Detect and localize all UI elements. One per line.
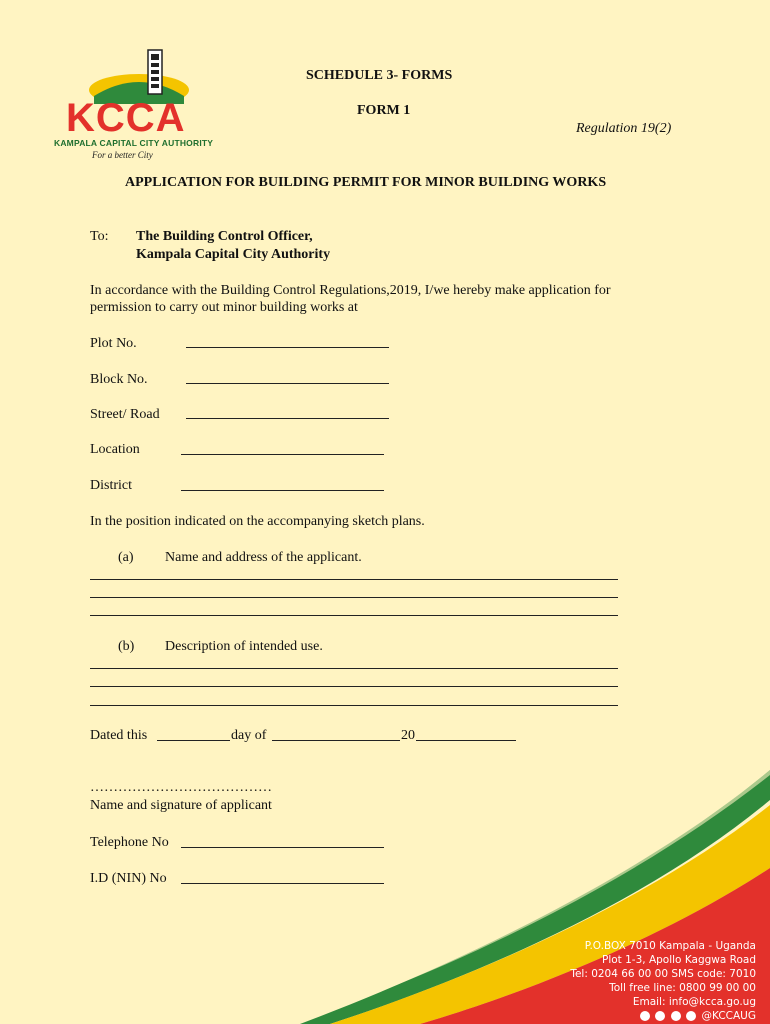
dated-day-input[interactable] xyxy=(157,740,230,741)
dated-year-prefix: 20 xyxy=(401,728,415,743)
logo-tagline: For a better City xyxy=(92,150,153,160)
page-title: APPLICATION FOR BUILDING PERMIT FOR MINOR BUILDING WORKS xyxy=(125,175,607,190)
dated-year-input[interactable] xyxy=(416,740,516,741)
field-input-plot[interactable] xyxy=(186,347,389,348)
section-a-label: Name and address of the applicant. xyxy=(165,550,362,565)
regulation-ref: Regulation 19(2) xyxy=(576,121,672,136)
field-input-location[interactable] xyxy=(181,454,384,455)
footer-tel: Tel: 0204 66 00 00 SMS code: 7010 xyxy=(570,968,756,980)
field-label-district: District xyxy=(90,478,132,493)
intended-use-line-3[interactable] xyxy=(90,705,618,706)
logo-org-name: KAMPALA CAPITAL CITY AUTHORITY xyxy=(54,138,214,148)
addressee-line1: The Building Control Officer, xyxy=(136,229,313,244)
id-input[interactable] xyxy=(181,883,384,884)
footer-tollfree: Toll free line: 0800 99 00 00 xyxy=(609,982,756,994)
field-label-block: Block No. xyxy=(90,372,148,387)
facebook-icon xyxy=(655,1011,665,1021)
footer-contact xyxy=(570,939,756,1023)
field-label-location: Location xyxy=(90,442,140,457)
field-input-block[interactable] xyxy=(186,383,389,384)
section-b-marker: (b) xyxy=(118,639,135,654)
signature-dots[interactable]: ………………………………… xyxy=(90,780,272,795)
field-input-district[interactable] xyxy=(181,490,384,491)
dated-month-input[interactable] xyxy=(272,740,400,741)
logo-acronym: KCCA xyxy=(66,96,186,140)
to-label: To: xyxy=(90,229,109,244)
footer-social-handle: @KCCAUG xyxy=(701,1010,756,1022)
intended-use-line-2[interactable] xyxy=(90,686,618,687)
youtube-icon xyxy=(686,1011,696,1021)
footer-plot: Plot 1-3, Apollo Kaggwa Road xyxy=(602,954,756,966)
form-number: FORM 1 xyxy=(357,103,411,118)
intro-line1: In accordance with the Building Control Regulations,2019, I/we hereby make application for xyxy=(90,283,611,298)
dated-prefix: Dated this xyxy=(90,728,148,743)
instagram-icon xyxy=(671,1011,681,1021)
applicant-address-line-3[interactable] xyxy=(90,615,618,616)
applicant-address-line-2[interactable] xyxy=(90,597,618,598)
applicant-address-line-1[interactable] xyxy=(90,579,618,580)
section-a-marker: (a) xyxy=(118,550,134,565)
twitter-icon xyxy=(640,1011,650,1021)
id-label: I.D (NIN) No xyxy=(90,871,167,886)
schedule-title: SCHEDULE 3- FORMS xyxy=(306,68,453,83)
addressee-line2: Kampala Capital City Authority xyxy=(136,247,331,262)
signature-label: Name and signature of applicant xyxy=(90,798,272,813)
intended-use-line-1[interactable] xyxy=(90,668,618,669)
intro-line2: permission to carry out minor building works at xyxy=(90,300,358,315)
field-input-street[interactable] xyxy=(186,418,389,419)
footer-email: Email: info@kcca.go.ug xyxy=(632,996,756,1008)
footer-social-row xyxy=(570,1009,756,1023)
section-b-label: Description of intended use. xyxy=(165,639,323,654)
dated-day-of: day of xyxy=(231,728,267,743)
field-label-plot: Plot No. xyxy=(90,336,137,351)
telephone-label: Telephone No xyxy=(90,835,169,850)
footer-address: P.O.BOX 7010 Kampala - Uganda xyxy=(584,940,756,952)
kcca-logo xyxy=(54,46,214,164)
telephone-input[interactable] xyxy=(181,847,384,848)
position-text: In the position indicated on the accompanying sketch plans. xyxy=(90,514,425,529)
field-label-street: Street/ Road xyxy=(90,407,160,422)
